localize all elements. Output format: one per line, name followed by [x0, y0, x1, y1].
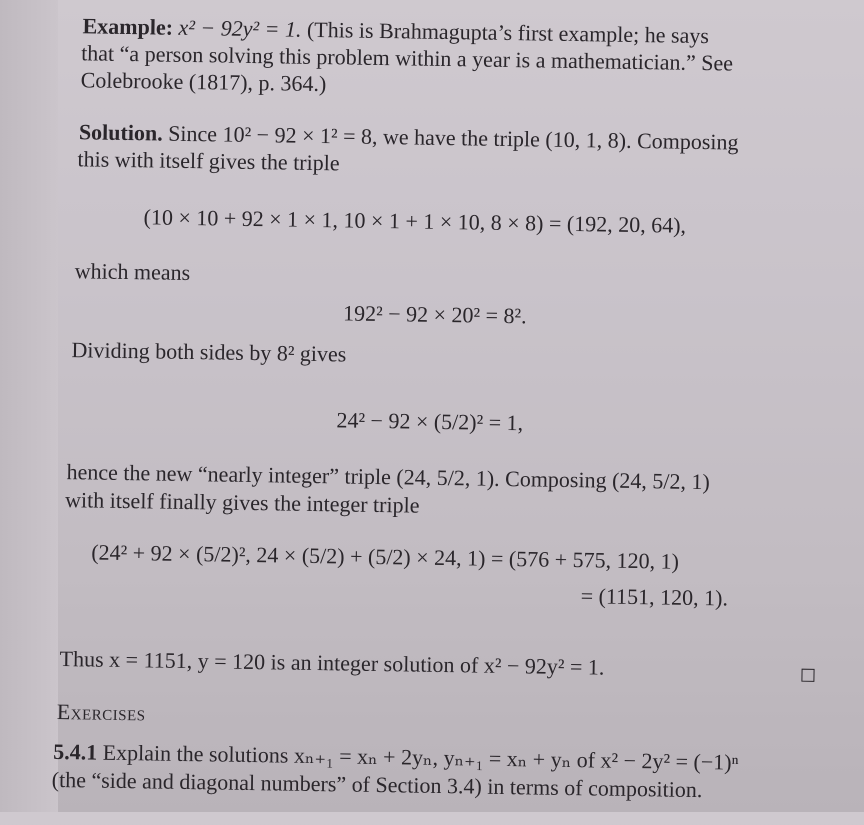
display-equation-2: 192² − 92 × 20² = 8². [342, 300, 527, 329]
solution-label: Solution. [78, 119, 163, 146]
qed-square-icon [801, 669, 814, 682]
display-equation-1: (10 × 10 + 92 × 1 × 1, 10 × 1 + 1 × 10, 8 × 8) = (192, 20, 64), [143, 204, 687, 238]
exercises-heading: Exercises [56, 698, 146, 726]
example-line-2: that “a person solving this problem within a year is a mathematician.” See [80, 40, 734, 76]
which-means-text: which means [74, 258, 191, 286]
solution-intro: Since 10² − 92 × 1² = 8, we have the triple (10, 1, 8). Composing [167, 120, 739, 155]
exercise-text: Explain the solutions xₙ₊₁ = xₙ + 2yₙ, yₙ₊₁ = xₙ + yₙ of x² − 2y² = (−1)ⁿ [102, 739, 739, 775]
hence-line-2: with itself finally gives the integer triple [64, 487, 420, 518]
hence-line-1: hence the new “nearly integer” triple (24, 5/2, 1). Composing (24, 5/2, 1) [66, 459, 711, 495]
example-equation: x² − 92y² = 1. [178, 14, 302, 42]
display-equation-3: 24² − 92 × (5/2)² = 1, [336, 407, 524, 436]
thus-line: Thus x = 1151, y = 120 is an integer solution of x² − 92y² = 1. [59, 646, 605, 680]
display-equation-4a: (24² + 92 × (5/2)², 24 × (5/2) + (5/2) × 24, 1) = (576 + 575, 120, 1) [91, 539, 680, 574]
example-label: Example: [82, 13, 174, 40]
example-line-3: Colebrooke (1817), p. 364.) [80, 67, 327, 97]
exercise-line-2: (the “side and diagonal numbers” of Section 3.4) in terms of composition. [51, 766, 703, 803]
exercise-number: 5.4.1 [53, 738, 98, 765]
example-note: (This is Brahmagupta’s first example; he says [306, 16, 710, 49]
dividing-text: Dividing both sides by 8² gives [71, 337, 347, 367]
display-equation-4b: = (1151, 120, 1). [580, 583, 729, 611]
solution-line-2: this with itself gives the triple [77, 146, 340, 176]
